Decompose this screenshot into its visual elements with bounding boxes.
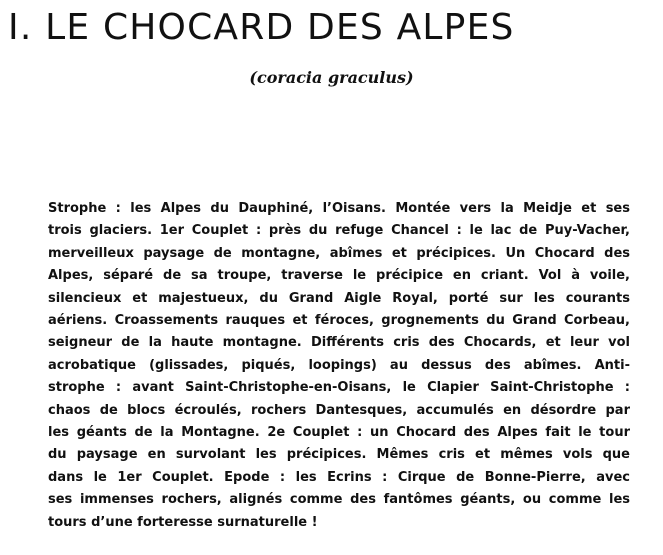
paragraph-line: les géants de la Montagne. 2e Couplet : un Chocard des Alpes fait le tour bbox=[48, 425, 630, 441]
paragraph-line: chaos de blocs écroulés, rochers Dantesques, accumulés en désordre par bbox=[48, 402, 630, 418]
paragraph-line: ses immenses rochers, alignés comme des fantômes géants, ou comme les bbox=[48, 492, 630, 508]
page-title: I. LE CHOCARD DES ALPES bbox=[8, 7, 515, 48]
paragraph-line: du paysage en survolant les précipices. Mêmes cris et mêmes vols que bbox=[48, 447, 630, 463]
paragraph-line: silencieux et majestueux, du Grand Aigle Royal, porté sur les courants bbox=[48, 290, 630, 306]
page-subtitle: (coracia graculus) bbox=[249, 68, 414, 87]
paragraph-line: strophe : avant Saint-Christophe-en-Oisans, le Clapier Saint-Christophe : bbox=[48, 380, 630, 396]
body-paragraph bbox=[48, 198, 630, 534]
paragraph-line: Strophe : les Alpes du Dauphiné, l’Oisans. Montée vers la Meidje et ses bbox=[48, 201, 630, 216]
paragraph-line: merveilleux paysage de montagne, abîmes et précipices. Un Chocard des bbox=[48, 245, 630, 261]
paragraph-line: tours d’une forteresse surnaturelle ! bbox=[48, 514, 318, 530]
paragraph-line: trois glaciers. 1er Couplet : près du refuge Chancel : le lac de Puy-Vacher, bbox=[48, 223, 630, 239]
paragraph-line: seigneur de la haute montagne. Différents cris des Chocards, et leur vol bbox=[48, 335, 630, 351]
paragraph-line: acrobatique (glissades, piqués, loopings) au dessus des abîmes. Anti- bbox=[48, 357, 630, 373]
paragraph-line: aériens. Croassements rauques et féroces, grognements du Grand Corbeau, bbox=[48, 313, 630, 329]
paragraph-line: dans le 1er Couplet. Epode : les Ecrins : Cirque de Bonne-Pierre, avec bbox=[48, 469, 630, 485]
paragraph-line: Alpes, séparé de sa troupe, traverse le précipice en criant. Vol à voile, bbox=[48, 268, 630, 284]
